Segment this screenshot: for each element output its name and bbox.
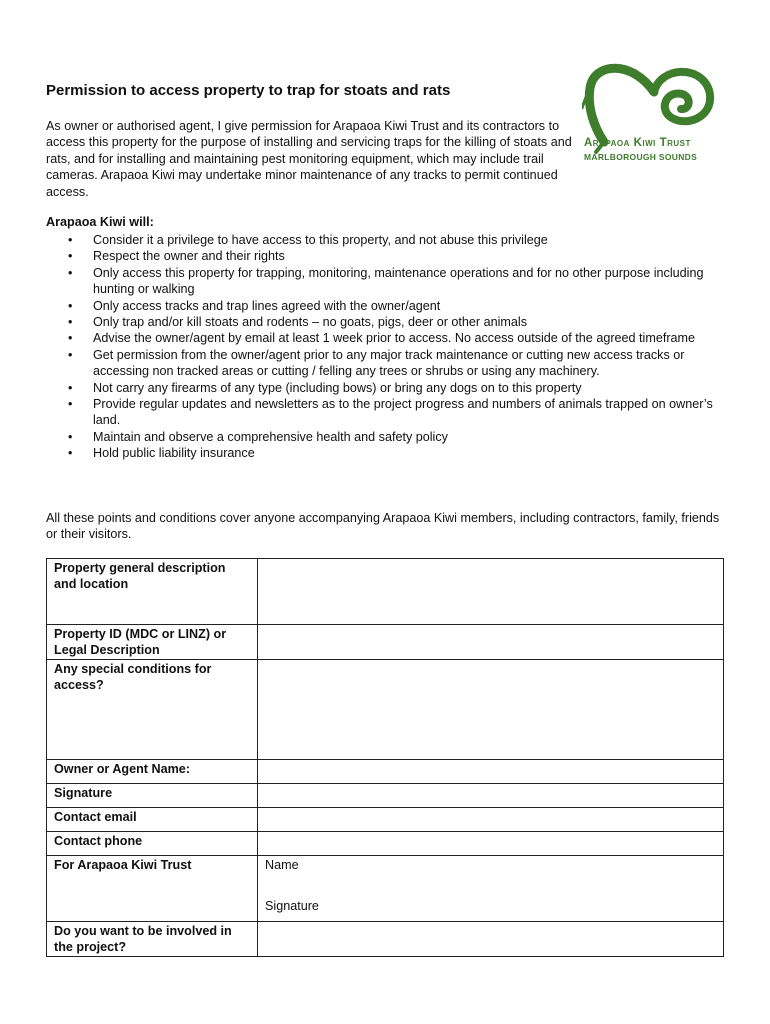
property-id-label: Property ID (MDC or LINZ) or Legal Description: [47, 625, 258, 660]
table-row: [47, 760, 724, 784]
table-row: [47, 559, 724, 625]
logo-subtitle: MARLBOROUGH SOUNDS: [584, 152, 698, 162]
list-item: • Consider it a privilege to have access to this property, and not abuse this privilege: [46, 232, 726, 248]
trust-label: For Arapaoa Kiwi Trust: [47, 856, 258, 922]
owner-name-field[interactable]: [258, 760, 724, 784]
table-row: [47, 856, 724, 922]
table-row: [47, 922, 724, 957]
property-id-field[interactable]: [258, 625, 724, 660]
list-item: • Respect the owner and their rights: [46, 248, 726, 264]
trust-signature-label: Signature: [265, 899, 319, 913]
table-row: [47, 660, 724, 760]
property-description-field[interactable]: [258, 559, 724, 625]
cover-paragraph: All these points and conditions cover anyone accompanying Arapaoa Kiwi members, including contractors, family, friends or their visitors.: [46, 511, 720, 542]
list-item: • Hold public liability insurance: [46, 445, 726, 461]
special-conditions-field[interactable]: [258, 660, 724, 760]
list-item: • Maintain and observe a comprehensive health and safety policy: [46, 429, 726, 445]
special-conditions-label: Any special conditions for access?: [47, 660, 258, 760]
contact-phone-label: Contact phone: [47, 832, 258, 856]
table-row: [47, 784, 724, 808]
intro-paragraph: As owner or authorised agent, I give permission for Arapaoa Kiwi Trust and its contractors to access this property for the purpose of installing and servicing traps for the killing of stoats and rats, and for installing and maintaining pest monitoring equipment, which may include trail cameras. Arapaoa Kiwi may undertake minor maintenance of any tracks to permit continued access.: [46, 119, 572, 199]
involved-label: Do you want to be involved in the project?: [47, 922, 258, 957]
list-item: • Only access this property for trapping, monitoring, maintenance operations and for no other purpose including hunting or walking: [46, 265, 726, 298]
contact-email-field[interactable]: [258, 808, 724, 832]
property-description-label: Property general description and location: [47, 559, 258, 625]
contact-email-label: Contact email: [47, 808, 258, 832]
trust-name-label: Name: [265, 858, 299, 872]
contact-phone-field[interactable]: [258, 832, 724, 856]
list-item: • Not carry any firearms of any type (including bows) or bring any dogs on to this property: [46, 380, 726, 396]
table-row: [47, 808, 724, 832]
list-item: • Get permission from the owner/agent prior to any major track maintenance or cutting new access tracks or accessing non tracked areas or cutting / felling any trees or shrubs or using any machinery.: [46, 347, 726, 380]
signature-field[interactable]: [258, 784, 724, 808]
permission-form-table: [46, 558, 724, 957]
commitments-list: [46, 232, 726, 462]
page-title: Permission to access property to trap for stoats and rats: [46, 82, 451, 99]
logo-name: Arapaoa Kiwi Trust: [584, 137, 691, 149]
list-item: • Advise the owner/agent by email at least 1 week prior to access. No access outside of the agreed timeframe: [46, 330, 726, 346]
table-row: [47, 625, 724, 660]
list-item: • Only trap and/or kill stoats and rodents – no goats, pigs, deer or other animals: [46, 314, 726, 330]
signature-label: Signature: [47, 784, 258, 808]
will-heading: Arapaoa Kiwi will:: [46, 215, 154, 229]
table-row: [47, 832, 724, 856]
owner-name-label: Owner or Agent Name:: [47, 760, 258, 784]
kiwi-logo-icon: [582, 52, 722, 167]
involved-field[interactable]: [258, 922, 724, 957]
list-item: • Only access tracks and trap lines agreed with the owner/agent: [46, 298, 726, 314]
list-item: • Provide regular updates and newsletters as to the project progress and numbers of animals trapped on owner’s land.: [46, 396, 726, 429]
trust-fields[interactable]: [258, 856, 724, 922]
